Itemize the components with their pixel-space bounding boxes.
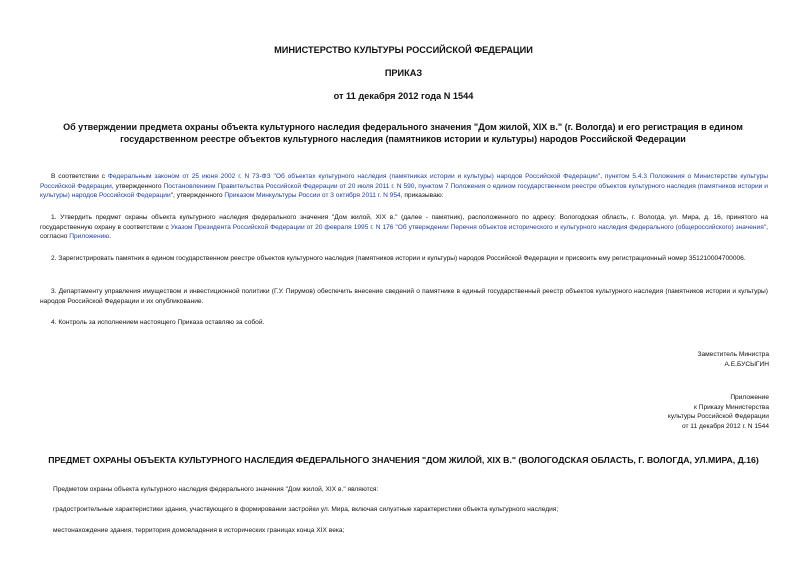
appendix-line: культуры Российской Федерации: [667, 413, 769, 421]
preamble-text: ,: [600, 173, 605, 180]
appendix-block: [668, 393, 769, 431]
link-presidential-decree[interactable]: Указом Президента Российской Федерации от 20 февраля 1995 г. N 176 "Об утверждении Перечня объектов исторического и культурного наследия федерального (общероссийского) значения": [170, 223, 767, 231]
link-government-decree[interactable]: Постановлением Правительства Российской Федерации от 20 июля 2011 г. N 590: [163, 182, 415, 190]
link-ministry-regulation[interactable]: пунктом 5.4.3 Положения о Министерстве культуры Российской Федерации: [40, 173, 769, 190]
link-ministry-order[interactable]: Приказом Минкультуры России от 3 октября 2011 г. N 954: [224, 192, 401, 200]
appendix-line: к Приказу Министерства: [694, 403, 769, 411]
signature-name: А.Е.БУСЫГИН: [724, 360, 769, 368]
item-4-paragraph: 4. Контроль за исполнением настоящего Приказа оставляю за собой.: [51, 319, 265, 326]
item-1-text: 1. Утвердить предмет охраны объекта культурного наследия федерального значения "Дом жилой, XIX в." (далее - памятник), расположенного по адресу: Вологодская область, г. Вологда, ул. Мира, д. 16, принятого на государственную охрану в соответствии с: [40, 214, 768, 231]
link-appendix[interactable]: Приложению: [69, 233, 110, 241]
appendix-line: от 11 декабря 2012 г. N 1544: [681, 422, 769, 430]
item-1-text: .: [109, 233, 112, 241]
preamble-text: , приказываю:: [400, 192, 444, 200]
subject-paragraph-2: местонахождение здания, территория домовладения в исторических границах конца XIX века;: [53, 527, 345, 534]
section-title: ПРЕДМЕТ ОХРАНЫ ОБЪЕКТА КУЛЬТУРНОГО НАСЛЕДИЯ ФЕДЕРАЛЬНОГО ЗНАЧЕНИЯ "ДОМ ЖИЛОЙ, XIX В." (ВОЛОГОДСКАЯ ОБЛАСТЬ, Г. ВОЛОГДА, УЛ.МИРА, Д.16): [48, 455, 759, 465]
link-federal-law[interactable]: Федеральным законом от 25 июня 2002 г. N 73-ФЗ "Об объектах культурного наследия (памятниках истории и культуры) народов Российской Федерации": [107, 173, 601, 180]
document-type: ПРИКАЗ: [384, 68, 423, 78]
appendix-label: Приложение: [730, 394, 769, 401]
document-title: Об утверждении предмета охраны объекта культурного наследия федерального значения "Дом жилой, XIX в." (г. Вологда) и его регистрация в едином государственном реестре объектов культурного наследия (памятников истории и культуры) народов Российской Федерации: [63, 122, 743, 144]
preamble-text: ,: [414, 182, 419, 190]
preamble-paragraph: [40, 172, 768, 201]
subject-intro: Предметом охраны объекта культурного наследия федерального значения "Дом жилой, XIX в." являются:: [53, 486, 379, 493]
preamble-text: В соответствии с: [51, 173, 108, 180]
item-3-paragraph: 3. Департаменту управления имуществом и инвестиционной политики (Г.У. Пирумов) обеспечить внесение сведений о памятнике в единый государственный реестр объектов культурного наследия (памятников истории и культуры) народов Российской Федерации и их опубликование.: [40, 288, 768, 305]
item-1-paragraph: [40, 213, 768, 242]
signature-position: Заместитель Министра: [697, 351, 769, 358]
preamble-text: ", утвержденного: [170, 192, 225, 200]
link-registry-regulation[interactable]: пунктом 7 Положения о едином государственном реестре объектов культурного наследия (памятников истории и культуры) народов Российской Федерации: [40, 182, 768, 200]
document-date-number: от 11 декабря 2012 года N 1544: [333, 91, 474, 101]
item-1-text: , согласно: [40, 223, 768, 241]
ministry-heading: МИНИСТЕРСТВО КУЛЬТУРЫ РОССИЙСКОЙ ФЕДЕРАЦИИ: [274, 45, 533, 55]
signature-block: [697, 350, 769, 369]
subject-paragraph-1: градостроительные характеристики здания, участвующего в формировании застройки ул. Мира, включая силуэтные характеристики объекта культурного наследия;: [53, 506, 559, 513]
item-2-paragraph: 2. Зарегистрировать памятник в едином государственном реестре объектов культурного наследия (памятников истории и культуры) народов Российской Федерации и присвоить ему регистрационный номер 351210004700006.: [51, 255, 746, 262]
preamble-text: , утвержденного: [111, 182, 164, 190]
